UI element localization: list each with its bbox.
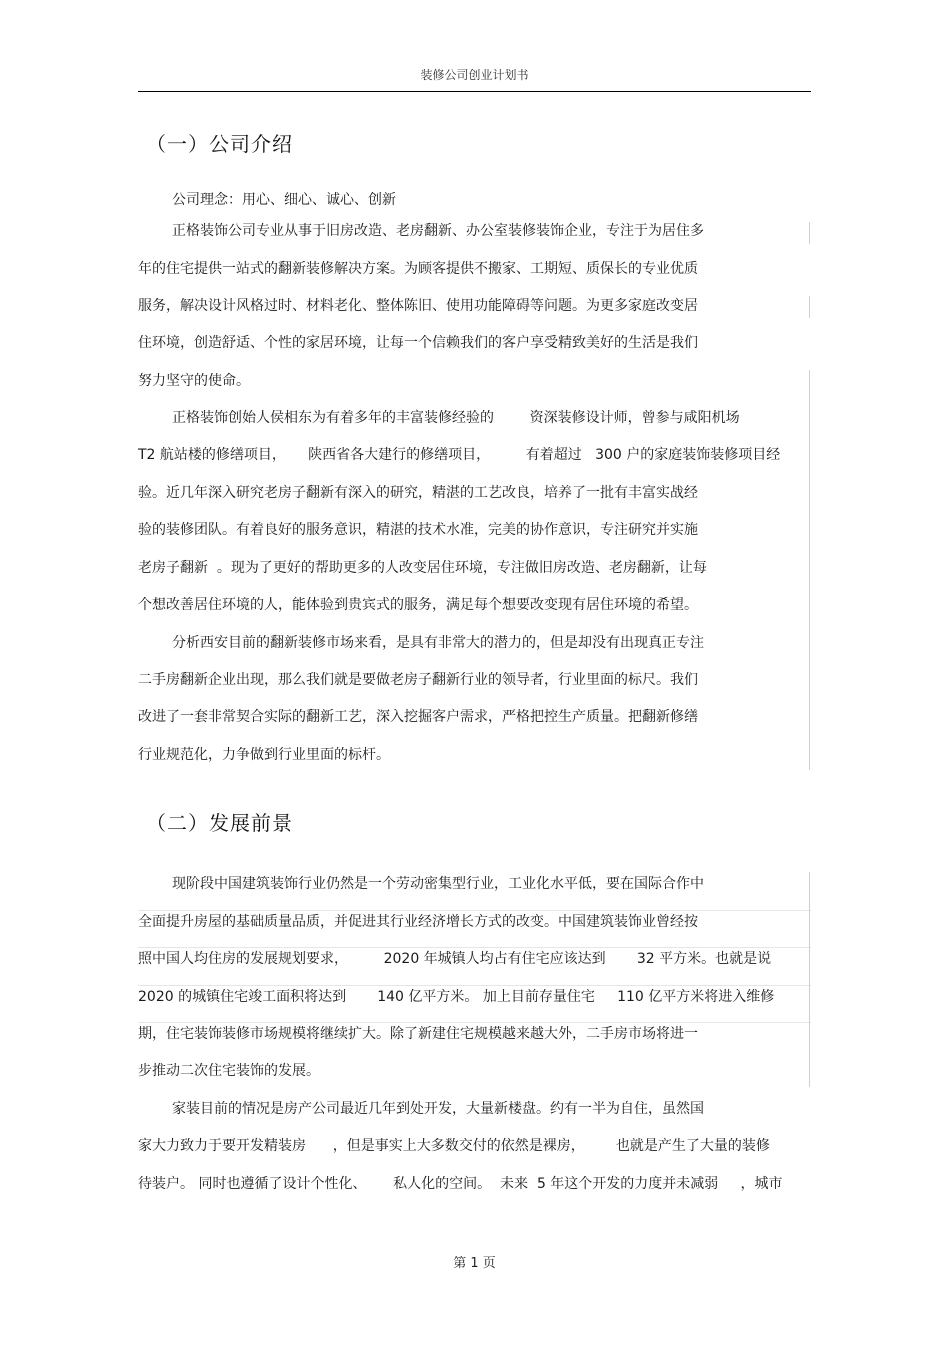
paragraph-line: T2 航站楼的修缮项目， 陕西省各大建行的修缮项目， 有着超过 300 户的家庭装饰装修项目经: [138, 447, 781, 463]
paragraph-line: 个想改善居住环境的人，能体验到贵宾式的服务，满足每个想要改变现有居住环境的希望。: [138, 597, 698, 613]
paragraph-line: 正格装饰创始人侯相东为有着多年的丰富装修经验的 资深装修设计师，曾参与咸阳机场: [172, 410, 740, 426]
paragraph-line: 现阶段中国建筑装饰行业仍然是一个劳动密集型行业，工业化水平低，要在国际合作中: [172, 876, 704, 892]
table-rule: [138, 1022, 811, 1023]
paragraph-line: 住环境，创造舒适、个性的家居环境，让每一个信赖我们的客户享受精致美好的生活是我们: [138, 335, 698, 351]
paragraph-line: 努力坚守的使命。: [138, 373, 250, 389]
paragraph-line: 行业规范化，力争做到行业里面的标杆。: [138, 747, 390, 763]
page-number: 第 1 页: [453, 1256, 496, 1271]
paragraph-line: 验。近几年深入研究老房子翻新有深入的研究，精湛的工艺改良，培养了一批有丰富实战经: [138, 485, 698, 501]
paragraph-line: 期，住宅装饰装修市场规模将继续扩大。除了新建住宅规模越来越大外，二手房市场将进一: [138, 1026, 698, 1042]
paragraph-line: 公司理念：用心、细心、诚心、创新: [172, 192, 396, 208]
paragraph-line: 步推动二次住宅装饰的发展。: [138, 1063, 320, 1079]
paragraph-line: 服务，解决设计风格过时、材料老化、整体陈旧、使用功能障碍等问题。为更多家庭改变居: [138, 298, 698, 314]
paragraph-line: 2020 的城镇住宅竣工面积将达到 140 亿平方米。 加上目前存量住宅 110 亿平方米将进入维修: [138, 989, 775, 1005]
paragraph-line: 二手房翻新企业出现，那么我们就是要做老房子翻新行业的领导者，行业里面的标尺。我们: [138, 672, 698, 688]
table-rule: [138, 910, 811, 911]
paragraph-line: 验的装修团队。有着良好的服务意识，精湛的技术水准，完美的协作意识，专注研究并实施: [138, 522, 698, 538]
paragraph-line: 老房子翻新 。现为了更好的帮助更多的人改变居住环境，专注做旧房改造、老房翻新，让每: [138, 560, 707, 576]
margin-mark: [809, 370, 810, 770]
header-divider: [138, 91, 811, 92]
table-rule: [138, 947, 811, 948]
margin-mark: [809, 872, 810, 1087]
paragraph-line: 家装目前的情况是房产公司最近几年到处开发，大量新楼盘。约有一半为自住，虽然国: [172, 1101, 704, 1117]
margin-mark: [809, 222, 810, 244]
section-title-prospects: （二）发展前景: [146, 811, 293, 835]
paragraph-line: 家大力致力于要开发精装房 ，但是事实上大多数交付的依然是裸房， 也就是产生了大量的装修: [138, 1138, 770, 1154]
paragraph-line: 待装户。 同时也遵循了设计个性化、 私人化的空间。 未来 5 年这个开发的力度并未减弱 ，城市: [138, 1176, 783, 1192]
table-rule: [138, 985, 811, 986]
paragraph-line: 照中国人均住房的发展规划要求， 2020 年城镇人均占有住宅应该达到 32 平方米。也就是说: [138, 951, 772, 967]
paragraph-line: 改进了一套非常契合实际的翻新工艺，深入挖掘客户需求，严格把控生产质量。把翻新修缮: [138, 709, 698, 725]
paragraph-line: 全面提升房屋的基础质量品质，并促进其行业经济增长方式的改变。中国建筑装饰业曾经按: [138, 914, 698, 930]
section-title-company-intro: （一）公司介绍: [146, 132, 293, 156]
page-header: 装修公司创业计划书: [420, 68, 529, 82]
paragraph-line: 年的住宅提供一站式的翻新装修解决方案。为顾客提供不搬家、工期短、质保长的专业优质: [138, 261, 698, 277]
paragraph-line: 正格装饰公司专业从事于旧房改造、老房翻新、办公室装修装饰企业，专注于为居住多: [172, 223, 704, 239]
paragraph-line: 分析西安目前的翻新装修市场来看，是具有非常大的潜力的，但是却没有出现真正专注: [172, 635, 704, 651]
margin-mark: [809, 296, 810, 318]
